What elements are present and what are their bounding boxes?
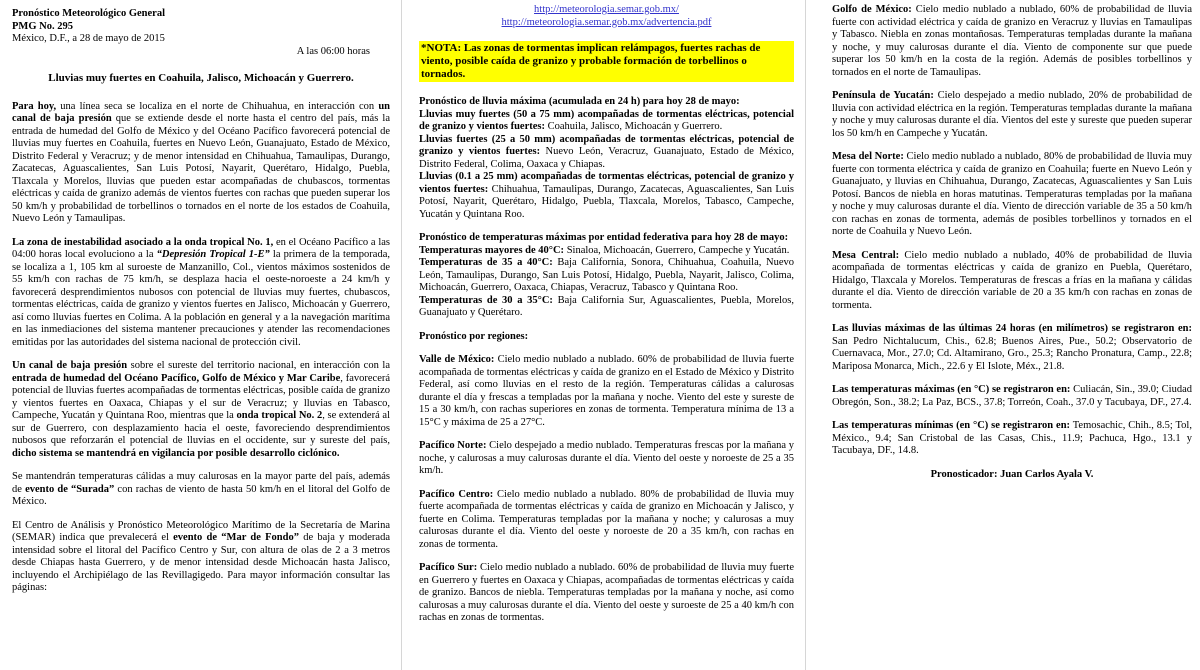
region-valle-de-mexico: Valle de México: Cielo medio nublado a nublado. 60% de probabilidad de lluvia fuerte acompañada de tormentas eléctricas y caída de granizo en el Estado de México y Distrito Federal, así como lluvias en el resto de la región. Temperaturas cálidas a calurosas durante el día y frescas a templadas por la mañana y noche. Viento del este y sureste de 15 a 30 km/h, con rachas superiores en zonas de tormenta. Temperatura mínima de 13 a 15°C y máxima de 25 a 27°C. bbox=[419, 354, 794, 428]
time-line: A las 06:00 horas bbox=[296, 45, 370, 57]
temperature-forecast-section: Pronóstico de temperaturas máximas por entidad federativa para hoy 28 de mayo: Temperaturas mayores de 40°C: Sinaloa, Michoacán, Guerrero, Campeche y Yucatán. Temperaturas de 35 a 40°C: Baja California, Sonora, Chihuahua, Coahuila, Nuevo León, Tamaulipas, Durango, San Luis Potosí, Hidalgo, Puebla, Nayarit, Jalisco, Colima, Michoacán, Guerrero, Oaxaca, Chiapas, Veracruz, Tabasco y Quintana Roo. Temperaturas de 30 a 35°C: Baja California Sur, Aguascalientes, Puebla, Morelos, Guanajuato y Querétaro. bbox=[419, 232, 795, 318]
column-one bbox=[0, 0, 400, 670]
headline: Lluvias muy fuertes en Coahuila, Jalisco, Michoacán y Guerrero. bbox=[48, 72, 354, 84]
region-pacifico-sur: Pacífico Sur: Cielo medio nublado a nublado. 60% de probabilidad de lluvia muy fuerte en Guerrero y fuertes en Oaxaca y Chiapas, acompañadas de tormentas eléctricas y caída de granizo. Bancos de niebla. Temperaturas templadas por la mañana y noche, así como calurosas a muy calurosas durante el día. Viento del oeste y suroeste de 25 a 40 km/h con rachas en zonas de tormentas. bbox=[419, 562, 794, 623]
region-mesa-central: Mesa Central: Cielo medio nublado a nublado, 40% de probabilidad de lluvia acompañada de tormentas eléctricas y caída de granizo en Puebla, Querétaro, Hidalgo, Tlaxcala y Morelos. Temperaturas de frescas a frías en la mañana y cálidas durante el día. Viento de dirección variable de 20 a 35 km/h con rachas en zonas de tormenta. bbox=[832, 249, 1193, 311]
semar-links bbox=[419, 4, 794, 29]
paragraph-semar: El Centro de Análisis y Pronóstico Meteorológico Marítimo de la Secretaría de Marina (SEMAR) indica que prevalecerá el evento de “Mar de Fondo” de baja y moderada intensidad sobre el litoral del Pacífico Centro y Sur, con altura de olas de 2 a 3 metros desde Chiapas hasta Guerrero, y de menor intensidad desde Michoacán hasta Jalisco, incluyendo el Archipiélago de las Revillagigedo. Para mayor información consultar las páginas: bbox=[12, 519, 390, 593]
paragraph-today: Para hoy, una línea seca se localiza en el norte de Chihuahua, en interacción con un canal de baja presión que se extiende desde el norte hasta el centro del país, más la entrada de humedad del Golfo de México y del Océano Pacífico favorecerá potencial de lluvias muy fuertes en Coahuila, fuertes en Nuevo León, Guanajuato, Estado de México, Distrito Federal y Veracruz; y de menor intensidad en Chihuahua, Tamaulipas, Durango, Zacatecas, Aguascalientes, San Luis Potosí, Nayarit, Querétaro, Hidalgo, Puebla, Tlaxcala y Morelos, lluvias que pueden estar acompañadas de chubascos, tormentas eléctricas y caída de granizo además de vientos fuertes con rachas que pueden superar los 50 km/h y probabilidad de torbellinos o tornados en el norte de los estados de Coahuila, Nuevo León y Tamaulipas. bbox=[12, 100, 390, 224]
paragraph-low-pressure-southeast: Un canal de baja presión sobre el sureste del territorio nacional, en interacción con la entrada de humedad del Océano Pacífico, Golfo de México y Mar Caribe, favorecerá potencial de lluvias fuertes acompañadas de tormentas eléctricas, posible caída de granizo y vientos fuertes en Oaxaca, Chiapas y el sur de Veracruz; y lluvias en Tabasco, Campeche, Yucatán y Quintana Roo, mientras que la onda tropical No. 2, se extenderá al sur de Guerrero, con desplazamiento hacia el oeste, favoreciendo desprendimientos nubosos que reforzarán el potencial de lluvias en el occidente, sur y sureste del país, dicho sistema se mantendrá en vigilancia por posible desarrollo ciclónico. bbox=[12, 360, 391, 459]
column-divider-left bbox=[401, 0, 402, 670]
paragraph-tropical-depression: La zona de inestabilidad asociado a la onda tropical No. 1, en el Océano Pacífico a las 04:00 horas local evoluciono a la “Depresión Tropical 1-E” la primera de la temporada, se localiza a 1, 105 km al suroeste de Manzanillo, Col., vientos máximos sostenidos de 55 km/h con rachas de 75 km/h, se desplaza hacia el oeste-noroeste a 24 km/h y favorecerá desprendimientos nubosos con potencial de lluvias muy fuertes, chubascos, tormentas eléctricas, caída de granizo y vientos fuertes en Jalisco, Michoacán y Guerrero, así como lluvias fuertes en Colima. A la población en general y a la navegación marítima en las inmediaciones del sistema mantener precauciones y atender las recomendaciones emitidas por las autoridades del sistema nacional de protección civil. bbox=[12, 236, 390, 348]
rain-forecast-title: Pronóstico de lluvia máxima (acumulada en 24 h) para hoy 28 de mayo: bbox=[419, 96, 740, 107]
nota-highlight: *NOTA: Las zonas de tormentas implican relámpagos, fuertes rachas de viento, posible caída de granizo y probable formación de torbellinos o tornados. bbox=[419, 41, 794, 82]
header-title: Pronóstico Meteorológico General bbox=[12, 8, 165, 19]
region-mesa-del-norte: Mesa del Norte: Cielo medio nublado a nublado, 80% de probabilidad de lluvia muy fuerte con tormenta eléctrica y caída de granizo en Coahuila; fuerte en Nuevo León y Guanajuato, y lluvias en Chihuahua, Durango, Zacatecas, Aguascalientes y San Luis Potosí. Bancos de niebla en horas matutinas. Temperaturas templadas por la mañana y noche y muy calurosas durante el día. Viento de dirección variable de 35 a 50 km/h con rachas en zonas de tormenta, además de posibles torbellinos y tornados en el norte de Coahuila y Nuevo León. bbox=[832, 151, 1192, 237]
column-divider-right bbox=[805, 0, 806, 670]
regions-title: Pronóstico por regiones: bbox=[419, 330, 529, 342]
header-number: PMG No. 295 bbox=[12, 20, 73, 32]
column-three bbox=[808, 0, 1200, 670]
min-temperature-records: Las temperaturas mínimas (en °C) se registraron en: Temosachic, Chih., 8.5; Tol, México., 9.4; San Cristobal de las Casas, Chis., 11.9; Pachuca, Hgo., 13.1 y Tacubaya, DF., 14.8. bbox=[832, 420, 1192, 456]
region-golfo-de-mexico: Golfo de México: Cielo medio nublado a nublado, 60% de probabilidad de lluvia fuerte con actividad eléctrica y caída de granizo en Veracruz y lluvias en Tamaulipas y Tabasco. Niebla en zonas montañosas. Temperaturas templadas durante la mañana y noche, y muy calurosas durante el día. Viento de componente sur que puede superar los 50 km/h en la costa de la región. Además de posibles torbellinos y tornados en el norte de Tamaulipas. bbox=[832, 4, 1192, 78]
date-line: México, D.F., a 28 de mayo de 2015 bbox=[12, 33, 165, 44]
temperature-forecast-title: Pronóstico de temperaturas máximas por entidad federativa para hoy 28 de mayo: bbox=[419, 232, 789, 243]
max-temperature-records: Las temperaturas máximas (en °C) se registraron en: Culiacán, Sin., 39.0; Ciudad Obregón, Son., 38.2; La Paz, BCS., 37.8; Torreón, Coah., 37.0 y Tacubaya, DF., 27.4. bbox=[832, 384, 1192, 408]
region-peninsula-yucatan: Península de Yucatán: Cielo despejado a medio nublado, 20% de probabilidad de lluvia con actividad eléctrica en la región. Temperaturas templadas durante la mañana y noche y muy calurosas durante el día. Vientos del este y sureste que pueden superar los 50 km/h en Campeche y Yucatán. bbox=[832, 90, 1193, 139]
forecaster-signature: Pronosticador: Juan Carlos Ayala V. bbox=[930, 468, 1094, 480]
column-two bbox=[405, 0, 802, 670]
semar-link-advertencia[interactable]: http://meteorologia.semar.gob.mx/advertencia.pdf bbox=[501, 16, 712, 28]
max-rain-records: Las lluvias máximas de las últimas 24 horas (en milímetros) se registraron en: San Pedro Nichtalucum, Chis., 62.8; Buenos Aires, Pue., 50.2; Observatorio de Cuernavaca, Mor., 27.0; Cd. Altamirano, Gro., 25.3; Rancho Pronatura, Camp., 22.8; Mariposa Monarca, Mich., 22.6 y El Islote, Méx., 21.8. bbox=[832, 323, 1192, 372]
region-pacifico-norte: Pacífico Norte: Cielo despejado a medio nublado. Temperaturas frescas por la mañana y noche, y calurosas a muy calurosas durante el día. Viento del oeste y noroeste de 25 a 35 km/h. bbox=[419, 440, 794, 476]
region-pacifico-centro: Pacífico Centro: Cielo medio nublado a nublado. 80% de probabilidad de lluvia muy fuerte acompañada de tormentas eléctricas y caída de granizo en Michoacán y Jalisco, y fuerte en Colima. Temperaturas templadas por la mañana y noche; y calurosas a muy calurosas durante el día. Viento del oeste y noroeste de 20 a 35 km/h, con rachas en zonas de tormenta. bbox=[419, 488, 794, 550]
rain-forecast-section: Pronóstico de lluvia máxima (acumulada en 24 h) para hoy 28 de mayo: Lluvias muy fuertes (50 a 75 mm) acompañadas de tormentas eléctricas, potencial de granizo y vientos fuertes: Coahuila, Jalisco, Michoacán y Guerrero. Lluvias fuertes (25 a 50 mm) acompañadas de tormentas eléctricas, potencial de granizo y vientos fuertes: Nuevo León, Veracruz, Guanajuato, Estado de México, Distrito Federal, Colima, Oaxaca y Chiapas. Lluvias (0.1 a 25 mm) acompañadas de tormentas eléctricas, potencial de granizo y vientos fuertes: Chihuahua, Tamaulipas, Durango, Zacatecas, Aguascalientes, San Luis Potosí, Nayarit, Querétaro, Hidalgo, Puebla, Tlaxcala, Morelos, Tabasco, Campeche, Yucatán y Quintana Roo. bbox=[419, 96, 794, 220]
paragraph-surada: Se mantendrán temperaturas cálidas a muy calurosas en la mayor parte del país, además de evento de “Surada” con rachas de viento de hasta 50 km/h en el litoral del Golfo de México. bbox=[12, 471, 390, 507]
semar-link-main[interactable]: http://meteorologia.semar.gob.mx/ bbox=[534, 4, 679, 15]
